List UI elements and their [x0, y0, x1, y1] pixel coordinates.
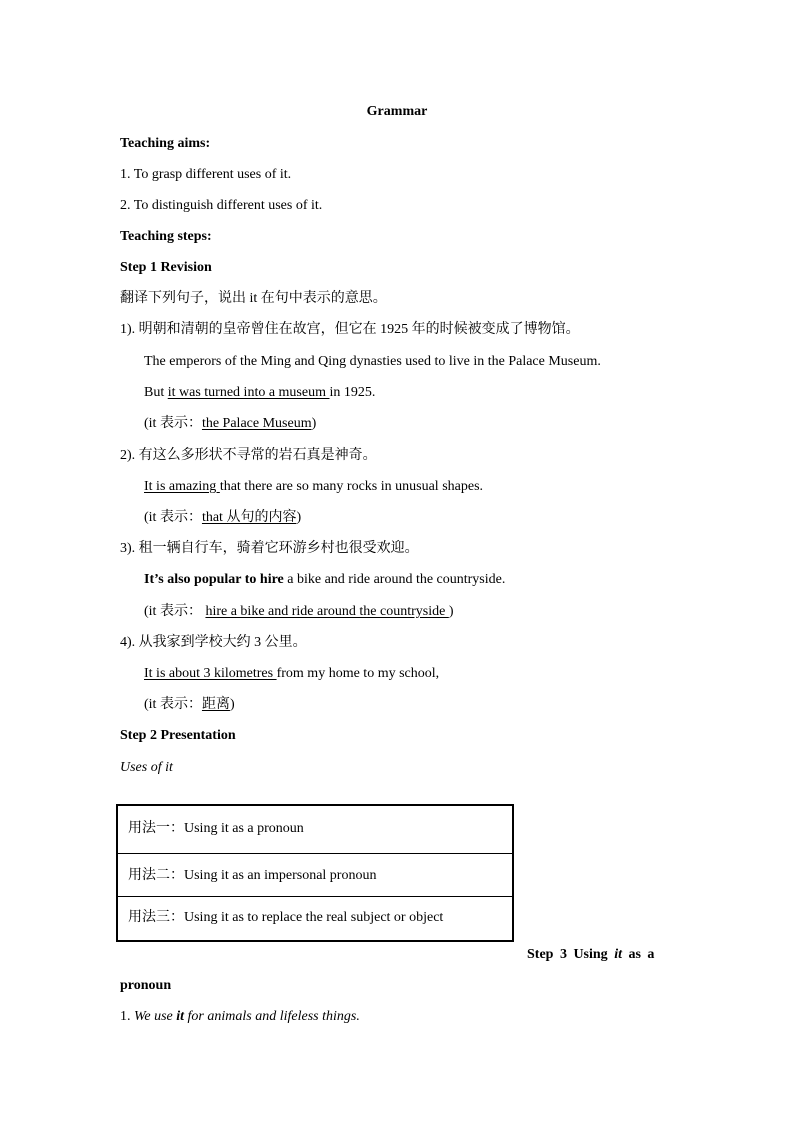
step3-heading-continued: pronoun	[120, 978, 172, 993]
table-cell-use-2: 用法二：Using it as an impersonal pronoun	[128, 868, 377, 883]
item1-english-line2	[144, 384, 375, 402]
table-row	[118, 854, 512, 897]
item3-en-suffix: a bike and ride around the countryside.	[283, 572, 506, 587]
item2-note-suffix: )	[296, 510, 302, 525]
item1-note	[144, 415, 316, 433]
item2-note-answer: that 从句的内容	[201, 510, 297, 525]
step3-heading	[527, 946, 654, 964]
step3-heading-b: as a	[621, 947, 655, 962]
item3-note-answer: hire a bike and ride around the countryside	[205, 604, 449, 619]
table-cell-use-1: 用法一：Using it as a pronoun	[128, 821, 304, 836]
item1-en-suffix: in 1925.	[329, 385, 376, 400]
item1-underlined-answer: it was turned into a museum	[167, 385, 330, 400]
item2-underlined-answer: It is amazing	[144, 479, 220, 494]
table-row	[118, 897, 512, 940]
item1-en-prefix: But	[144, 385, 168, 400]
step3-heading-a: Step 3 Using	[527, 947, 615, 962]
aims-heading: Teaching aims:	[120, 136, 211, 151]
item1-chinese: 1). 明朝和清朝的皇帝曾住在故宫，但它在 1925 年的时候被变成了博物馆。	[120, 322, 580, 337]
steps-heading: Teaching steps:	[120, 229, 212, 244]
item3-english	[144, 571, 505, 589]
item2-en-suffix: that there are so many rocks in unusual shapes.	[219, 479, 484, 494]
rule-text-it: it	[176, 1009, 185, 1024]
item2-english	[144, 478, 483, 496]
item3-chinese: 3). 租一辆自行车，骑着它环游乡村也很受欢迎。	[120, 541, 419, 556]
item2-chinese: 2). 有这么多形状不寻常的岩石真是神奇。	[120, 448, 377, 463]
item4-note-prefix: (it 表示：	[144, 697, 202, 712]
step1-instruction: 翻译下列句子，说出 it 在句中表示的意思。	[120, 291, 387, 306]
aim-2: 2. To distinguish different uses of it.	[120, 198, 323, 213]
item1-note-suffix: )	[311, 416, 317, 431]
item3-note-prefix: (it 表示：	[144, 604, 206, 619]
step3-rule-1	[120, 1008, 360, 1026]
item4-chinese: 4). 从我家到学校大约 3 公里。	[120, 635, 307, 650]
table-cell-use-3: 用法三：Using it as to replace the real subject or object	[128, 910, 444, 925]
item1-note-answer: the Palace Museum	[201, 416, 312, 431]
item4-underlined-answer: It is about 3 kilometres	[144, 666, 277, 681]
page-title: Grammar	[366, 104, 428, 119]
uses-table	[116, 804, 514, 942]
item3-bold-phrase: It’s also popular to hire	[144, 572, 284, 587]
rule-text-b: for animals and lifeless things.	[184, 1009, 360, 1024]
item3-note-suffix: )	[448, 604, 454, 619]
item1-english-line1: The emperors of the Ming and Qing dynasties used to live in the Palace Museum.	[144, 354, 601, 369]
item4-note-answer: 距离	[201, 697, 230, 712]
item2-note	[144, 509, 301, 527]
item4-english	[144, 665, 439, 683]
item3-note	[144, 603, 453, 621]
item4-note	[144, 696, 235, 714]
item1-note-prefix: (it 表示：	[144, 416, 202, 431]
step2-subheading: Uses of it	[120, 760, 173, 775]
rule-text-a: We use	[134, 1009, 177, 1024]
step1-heading: Step 1 Revision	[120, 260, 212, 275]
aim-1: 1. To grasp different uses of it.	[120, 167, 292, 182]
item2-note-prefix: (it 表示：	[144, 510, 202, 525]
item4-en-suffix: from my home to my school,	[276, 666, 440, 681]
step3-heading-it: it	[614, 947, 622, 962]
item4-note-suffix: )	[229, 697, 235, 712]
table-row	[118, 806, 512, 854]
rule-number: 1.	[120, 1009, 134, 1024]
step2-heading: Step 2 Presentation	[120, 728, 236, 743]
